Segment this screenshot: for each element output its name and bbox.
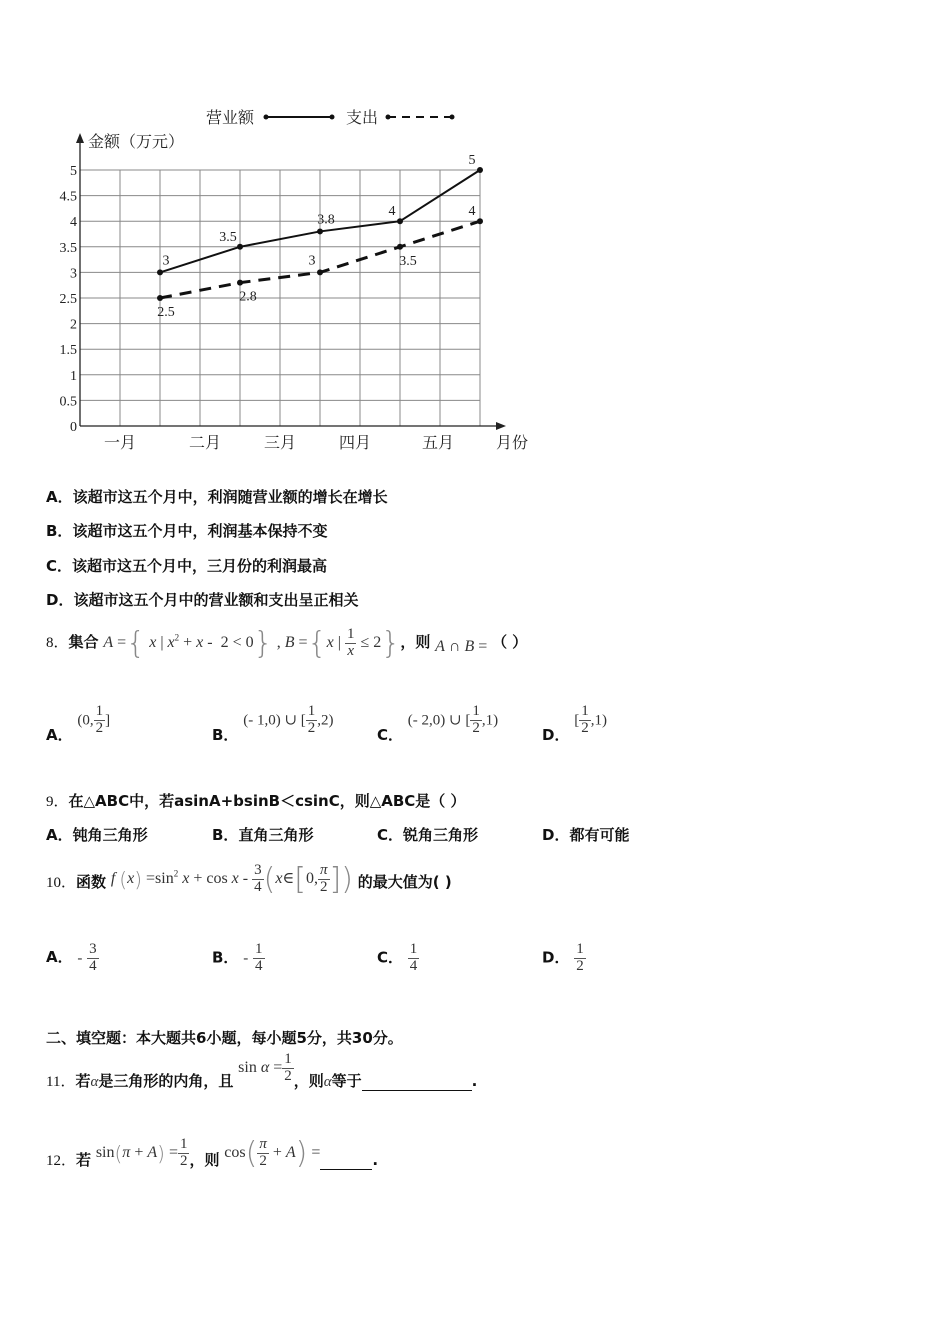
expense-point bbox=[317, 269, 323, 275]
q11-condition: sin α = $\frac{1}{2}$ bbox=[238, 1051, 292, 1084]
q8-option-c[interactable]: C． (- 2,0) ∪ [ $\frac{1}{2}$ ,1) bbox=[377, 703, 499, 745]
y-tick-label: 4 bbox=[70, 215, 77, 231]
q11-stem: 11．若α是三角形的内角，且 sin α = $\frac{1}{2}$ ，则α等于 . bbox=[46, 1051, 478, 1090]
q10-function: f $(x) =\sin^2$ x + cos x - $\frac{3}{4}$ (x∈[0, $\frac{\pi}{2}$ ]) bbox=[110, 862, 353, 897]
legend-revenue-dot bbox=[330, 115, 335, 120]
expense-point bbox=[477, 218, 483, 224]
q9-option-d[interactable]: D．都有可能 bbox=[542, 826, 630, 844]
legend-expense-dot bbox=[450, 115, 455, 120]
legend-revenue-label: 营业额 bbox=[206, 108, 255, 127]
revenue-data-label: 3.8 bbox=[317, 212, 335, 228]
revenue-expense-chart bbox=[40, 95, 560, 465]
q12-condition: sin(π + A) = $\frac{1}{2}$ bbox=[95, 1136, 188, 1169]
expense-data-label: 3 bbox=[308, 253, 316, 269]
q8-set-a: A ={ x | $x^2 + x - 2 < 0$} , B ={x | $\frac{1}{x}$ ≤ 2} bbox=[103, 626, 401, 661]
q8-option-a[interactable]: A． (0, $\frac{1}{2}$ ] bbox=[46, 703, 111, 745]
section-heading: 二、填空题：本大题共6小题，每小题5分，共30分。 bbox=[46, 1029, 403, 1047]
y-tick-label: 1 bbox=[70, 368, 77, 384]
revenue-data-label: 3.5 bbox=[219, 229, 237, 245]
y-tick-label: 1.5 bbox=[59, 343, 77, 359]
x-tick-label: 二月 bbox=[188, 433, 222, 452]
y-axis-arrow bbox=[76, 133, 84, 143]
y-axis-title: 金额（万元） bbox=[88, 132, 185, 151]
q8-target: A ∩ B = bbox=[435, 638, 488, 656]
y-tick-label: 2.5 bbox=[59, 292, 77, 307]
chart-axes bbox=[76, 132, 528, 452]
x-tick-label: 四月 bbox=[338, 433, 372, 452]
x-tick-label: 一月 bbox=[103, 433, 137, 452]
x-tick-labels bbox=[104, 433, 454, 452]
q10-option-c[interactable]: C． $\frac{1}{4}$ bbox=[377, 941, 418, 974]
y-tick-label: 0.5 bbox=[59, 394, 77, 410]
revenue-data-label: 5 bbox=[468, 153, 476, 168]
q7-option-d[interactable]: D．该超市这五个月中的营业额和支出呈正相关 bbox=[46, 591, 359, 609]
q9-option-b[interactable]: B．直角三角形 bbox=[212, 826, 314, 844]
q12-expression: cos( $\frac{\pi}{2}$ + A) = bbox=[224, 1136, 321, 1171]
y-tick-label: 3.5 bbox=[59, 240, 77, 256]
expense-data-label: 2.5 bbox=[157, 305, 175, 320]
y-tick-label: 0 bbox=[70, 420, 77, 435]
q12-answer-blank[interactable] bbox=[320, 1151, 372, 1170]
expense-data-label: 4 bbox=[468, 204, 476, 220]
q7-option-c[interactable]: C．该超市这五个月中，三月份的利润最高 bbox=[46, 557, 328, 575]
chart-legend bbox=[206, 108, 455, 127]
y-tick-label: 2 bbox=[70, 317, 77, 333]
y-tick-label: 3 bbox=[70, 266, 77, 282]
q10-stem: 10．函数 f $(x) =\sin^2$ x + cos x - $\frac{3}{4}$ (x∈[0, $\frac{\pi}{2}$ ]) 的最大值为( ) bbox=[46, 862, 452, 897]
legend-expense-dot bbox=[386, 115, 391, 120]
expense-data-label: 2.8 bbox=[239, 289, 257, 305]
q12-stem: 12．若 sin(π + A) = $\frac{1}{2}$ ，则 cos( $\frac{\pi}{2}$ + A) = . bbox=[46, 1136, 379, 1171]
expense-data-label: 3.5 bbox=[399, 253, 417, 269]
revenue-point bbox=[157, 269, 163, 275]
revenue-data-label: 3 bbox=[162, 253, 170, 269]
y-tick-label: 5 bbox=[70, 164, 77, 179]
q9-option-a[interactable]: A．钝角三角形 bbox=[46, 826, 148, 844]
q8-option-b[interactable]: B． (- 1,0) ∪ [ $\frac{1}{2}$ ,2) bbox=[212, 703, 334, 745]
revenue-point bbox=[317, 228, 323, 234]
q8-option-d[interactable]: D． [ $\frac{1}{2}$ ,1) bbox=[542, 703, 607, 745]
q10-option-a[interactable]: A． - $\frac{3}{4}$ bbox=[46, 941, 97, 974]
y-tick-labels bbox=[60, 164, 78, 435]
q10-option-b[interactable]: B． - $\frac{1}{4}$ bbox=[212, 941, 263, 974]
revenue-data-label: 4 bbox=[388, 204, 396, 220]
x-tick-label: 三月 bbox=[263, 433, 297, 452]
expense-point bbox=[237, 280, 243, 286]
revenue-point bbox=[397, 218, 403, 224]
x-axis-title: 月份 bbox=[496, 433, 529, 452]
x-axis-arrow bbox=[496, 422, 506, 430]
q10-option-d[interactable]: D． $\frac{1}{2}$ bbox=[542, 941, 584, 974]
q8-stem: 8．集合 A ={ x | $x^2 + x - 2 < 0$} , B ={x | $\frac{1}{x}$ ≤ 2}，则 A ∩ B = （ ） bbox=[46, 626, 528, 661]
q9-option-c[interactable]: C．锐角三角形 bbox=[377, 826, 479, 844]
q7-option-a[interactable]: A．该超市这五个月中，利润随营业额的增长在增长 bbox=[46, 488, 388, 506]
legend-revenue-dot bbox=[264, 115, 269, 120]
legend-expense-label: 支出 bbox=[346, 108, 379, 127]
expense-point bbox=[397, 244, 403, 250]
q7-option-b[interactable]: B．该超市这五个月中，利润基本保持不变 bbox=[46, 522, 328, 540]
revenue-point bbox=[237, 244, 243, 250]
revenue-point bbox=[477, 167, 483, 173]
y-tick-label: 4.5 bbox=[59, 189, 77, 205]
q9-stem: 9．在△ABC中，若asinA+bsinB＜csinC，则△ABC是（ ） bbox=[46, 792, 466, 810]
expense-point bbox=[157, 295, 163, 301]
x-tick-label: 五月 bbox=[421, 433, 455, 452]
q11-answer-blank[interactable] bbox=[362, 1072, 472, 1091]
